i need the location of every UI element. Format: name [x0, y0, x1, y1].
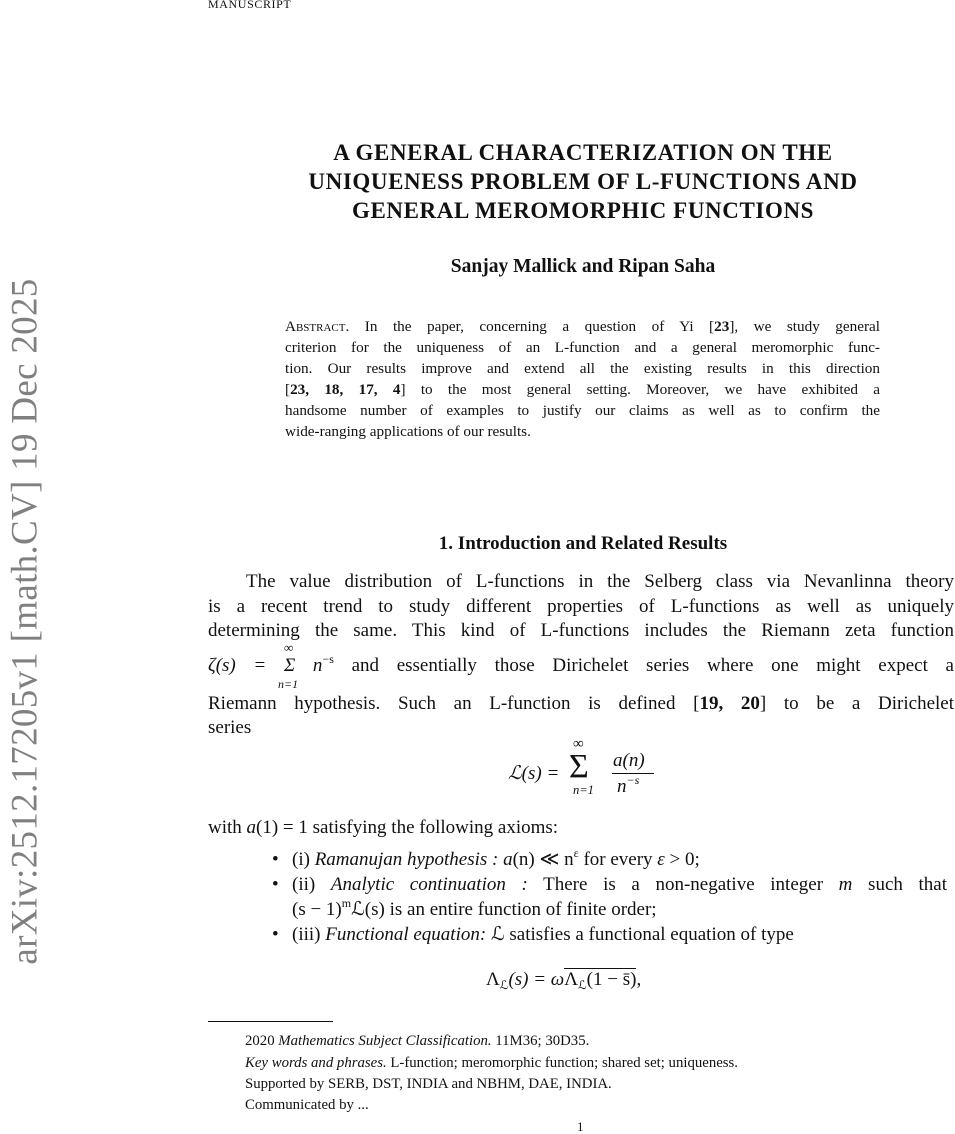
body-line — [208, 597, 954, 617]
abstract-line — [285, 318, 880, 335]
text-segment: tion. Our results improve and extend all the existing results in this direction — [285, 360, 880, 377]
authors: Sanjay Mallick and Ripan Saha — [450, 256, 716, 277]
eq-lower: n=1 — [573, 783, 594, 797]
text-segment: ] to be a Dirichelet — [759, 693, 954, 714]
text-segment: ℒ(s) is an entire function of finite order; — [351, 899, 657, 920]
axiom-item-cont — [292, 896, 657, 920]
footnote-rule — [208, 1021, 333, 1022]
text-segment: Key words and phrases. — [245, 1055, 387, 1071]
text-segment: Riemann hypothesis. Such an L-function is defined [ — [208, 693, 700, 714]
text-segment: ζ(s) = Σ n — [208, 655, 323, 676]
text-segment: The value distribution of L-functions in the Selberg class via Nevanlinna theory — [246, 571, 954, 592]
eq-denominator: $n^{-s}$ — [617, 773, 640, 797]
text-segment: L-function; meromorphic function; shared set; uniqueness. — [386, 1055, 739, 1071]
abstract-line — [285, 423, 880, 440]
text-segment: wide-ranging applications of our results. — [285, 423, 531, 440]
text-segment: (s − 1) — [292, 899, 342, 920]
text-segment: 19, 20 — [699, 693, 760, 714]
text-segment: ε — [657, 849, 665, 870]
text-segment: such that — [852, 874, 948, 895]
body-line — [208, 818, 954, 838]
text-segment: > 0; — [664, 849, 700, 870]
text-segment: 2020 — [245, 1033, 279, 1049]
footnote — [245, 1055, 738, 1072]
text-segment: −s — [322, 652, 334, 666]
text-segment: with — [208, 817, 247, 838]
footnote — [245, 1076, 612, 1093]
text-segment: There is a non-negative integer — [527, 874, 839, 895]
zeta-sum-lower: n=1 — [278, 677, 299, 691]
page-number: 1 — [577, 1119, 584, 1134]
eq-upper: ∞ — [573, 736, 584, 752]
text-segment: a — [246, 817, 257, 838]
text-segment: ] to the most general setting. Moreover, we have exhibited a — [400, 381, 881, 398]
text-segment: (i) — [292, 849, 315, 870]
abstract-label: Abstract. — [285, 318, 350, 335]
text-segment: a — [503, 849, 513, 870]
text-segment: Ramanujan hypothesis : — [314, 849, 499, 870]
axiom-item — [292, 875, 947, 895]
zeta-sum-upper: ∞ — [284, 640, 294, 655]
text-segment: Functional equation: — [325, 924, 487, 945]
arxiv-side-label: arXiv:2512.17205v1 [math.CV] 19 Dec 2025 — [4, 278, 46, 965]
text-segment: and essentially those Dirichelet series where one might expect a — [333, 655, 954, 676]
text-segment: is a recent trend to study different properties of L-functions as well as uniquely — [208, 596, 954, 617]
text-segment: 23 — [714, 318, 730, 335]
axiom-item — [292, 925, 794, 945]
text-segment: criterion for the uniqueness of an L-function and a general meromorphic func- — [285, 339, 880, 356]
text-segment: ℒ satisfies a functional equation of type — [486, 924, 794, 945]
abstract-line — [285, 360, 880, 377]
body-line — [246, 572, 954, 592]
eq-sigma: Σ — [569, 748, 589, 785]
body-line — [208, 621, 954, 641]
text-segment: (1) = 1 satisfying the following axioms: — [256, 817, 559, 838]
text-segment: Analytic continuation : — [330, 874, 528, 895]
bullet-icon: • — [272, 874, 279, 895]
running-header: MANUSCRIPT — [208, 0, 292, 11]
text-segment: (n) ≪ n — [512, 849, 574, 870]
text-segment: Communicated by ... — [245, 1097, 369, 1113]
text-segment: determining the same. This kind of L-functions includes the Riemann zeta function — [208, 620, 954, 641]
text-segment: ], we study general — [729, 318, 880, 335]
equation-functional: $\Lambda_ℒ(s) = \omega\Lambda_ℒ(1$ − s̄), — [486, 969, 642, 992]
section-heading: 1. Introduction and Related Results — [438, 533, 728, 554]
text-segment: m — [341, 896, 352, 910]
title-line: UNIQUENESS PROBLEM OF L-FUNCTIONS AND — [308, 169, 858, 194]
text-segment: 11M36; 30D35. — [491, 1033, 590, 1049]
abstract-line — [285, 402, 880, 419]
footnote — [245, 1033, 589, 1050]
text-segment: for every — [578, 849, 658, 870]
title-line: A GENERAL CHARACTERIZATION ON THE — [333, 140, 833, 165]
text-segment: m — [838, 874, 853, 895]
abstract-line — [285, 381, 880, 398]
body-line — [208, 694, 954, 714]
text-segment: [ — [285, 381, 291, 398]
text-segment: 23, 18, 17, 4 — [290, 381, 401, 398]
footnote — [245, 1097, 369, 1114]
text-segment: Supported by SERB, DST, INDIA and NBHM, DAE, INDIA. — [245, 1076, 612, 1092]
abstract-line — [285, 339, 880, 356]
text-segment: (iii) — [292, 924, 326, 945]
body-line — [208, 718, 954, 738]
text-segment: handsome number of examples to justify our claims as well as to confirm the — [285, 402, 880, 419]
body-line — [208, 652, 954, 676]
eq-numerator: a(n) — [613, 750, 645, 771]
text-segment: Mathematics Subject Classification. — [278, 1033, 492, 1049]
text-segment: series — [208, 717, 252, 738]
eq-lhs: ℒ(s) = — [508, 763, 560, 784]
title-line: GENERAL MEROMORPHIC FUNCTIONS — [351, 198, 815, 223]
bullet-icon: • — [272, 849, 279, 870]
text-segment: In the paper, concerning a question of Yi [ — [349, 318, 715, 335]
axiom-item — [292, 846, 700, 870]
text-segment: ε — [573, 846, 579, 860]
text-segment: (ii) — [292, 874, 331, 895]
bullet-icon: • — [272, 924, 279, 945]
